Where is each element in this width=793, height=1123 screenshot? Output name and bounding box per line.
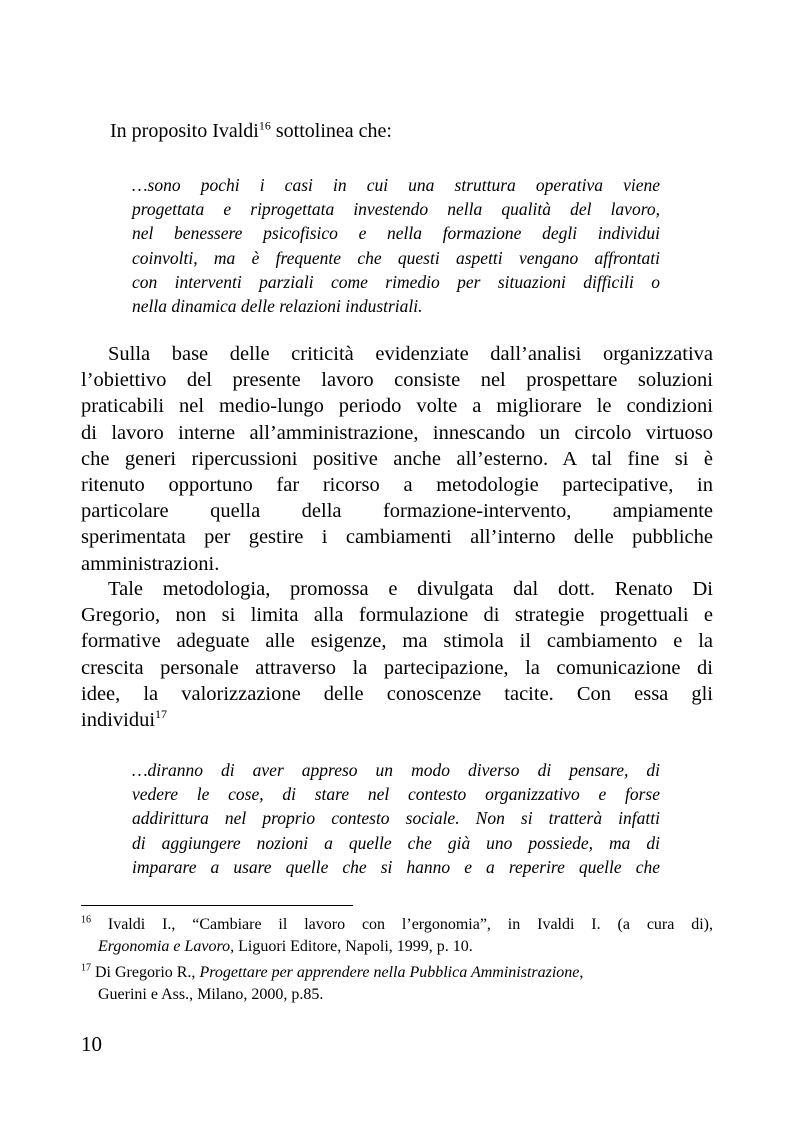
paragraph-line: ritenuto opportuno far ricorso a metodologie partecipative, in xyxy=(81,474,713,497)
paragraph-line: idee, la valorizzazione delle conoscenze tacite. Con essa gli xyxy=(81,682,713,705)
paragraph-line: Gregorio, non si limita alla formulazione di strategie progettuali e xyxy=(81,604,713,627)
paragraph-last-word: individui xyxy=(81,709,156,732)
paragraph-line: sperimentata per gestire i cambiamenti all’interno delle pubbliche xyxy=(81,526,713,549)
footnote-ref-17[interactable]: 17 xyxy=(155,707,168,722)
footnote-number: 16 xyxy=(81,914,91,926)
footnote-line xyxy=(81,914,713,936)
footnote-line xyxy=(81,936,713,958)
quote-line: addirittura nel proprio contesto sociale. Non si tratterà infatti xyxy=(132,808,660,829)
intro-text: In proposito Ivaldi xyxy=(110,120,259,142)
footnote-text: Di Gregorio R., xyxy=(91,964,200,981)
quote-line: nella dinamica delle relazioni industriali. xyxy=(132,296,423,317)
paragraph-line: particolare quella della formazione-intervento, ampiamente xyxy=(81,500,713,523)
quote-line: nel benessere psicofisico e nella formazione degli individui xyxy=(132,223,660,244)
quote-line: di aggiungere nozioni a quelle che già uno possiede, ma di xyxy=(132,832,660,853)
quote-line: vedere le cose, di stare nel contesto organizzativo e forse xyxy=(132,784,660,805)
paragraph-line: di lavoro interne all’amministrazione, innescando un circolo virtuoso xyxy=(81,421,713,444)
footnote-text: Ivaldi I., “Cambiare il lavoro con l’ergonomia”, in Ivaldi I. (a cura di), xyxy=(91,916,713,933)
paragraph-line: formative adeguate alle esigenze, ma stimola il cambiamento e la xyxy=(81,630,713,653)
block-quote-ivaldi xyxy=(132,173,660,318)
footnote-text: Liguori Editore, Napoli, 1999, p. 10. xyxy=(234,938,473,955)
paragraph-line: che generi ripercussioni positive anche all’esterno. A tal fine si è xyxy=(81,447,713,470)
footnote-17 xyxy=(81,962,713,1006)
footnote-number: 17 xyxy=(81,962,91,974)
block-quote-di-gregorio xyxy=(132,758,660,879)
paragraph-criticita xyxy=(81,341,713,577)
footnote-title: Ergonomia e Lavoro, xyxy=(98,938,235,955)
paragraph-line: l’obiettivo del presente lavoro consiste nel prospettare soluzioni xyxy=(81,369,713,392)
footnote-ref-16[interactable]: 16 xyxy=(258,118,271,133)
quote-line: coinvolti, ma è frequente che questi aspetti vengano affrontati xyxy=(132,247,660,268)
paragraph-line: praticabili nel medio-lungo periodo volte a migliorare le condizioni xyxy=(81,395,713,418)
paragraph-line: Tale metodologia, promossa e divulgata dal dott. Renato Di xyxy=(108,578,713,600)
footnote-text: , xyxy=(579,964,584,981)
footnote-separator xyxy=(81,905,353,906)
footnote-title: Progettare per apprendere nella Pubblica Amministrazione xyxy=(199,964,580,981)
quote-line: …diranno di aver appreso un modo diverso di pensare, di xyxy=(132,760,660,780)
quote-line: imparare a usare quelle che si hanno e a reperire quelle che xyxy=(132,856,660,877)
paragraph-line: Sulla base delle criticità evidenziate dall’analisi organizzativa xyxy=(108,343,713,365)
page-number: 10 xyxy=(81,1032,102,1056)
quote-line: progettata e riprogettata investendo nella qualità del lavoro, xyxy=(132,199,660,220)
footnote-line: Guerini e Ass., Milano, 2000, p.85. xyxy=(98,986,324,1003)
paragraph-line: crescita personale attraverso la partecipazione, la comunicazione di xyxy=(81,656,713,679)
paragraph-metodologia xyxy=(81,576,713,733)
footnote-line xyxy=(81,962,713,984)
intro-text-end: sottolinea che: xyxy=(270,120,392,142)
intro-sentence xyxy=(110,118,392,144)
quote-line: …sono pochi i casi in cui una struttura operativa viene xyxy=(132,175,660,195)
paragraph-line xyxy=(81,707,713,733)
footnote-16 xyxy=(81,914,713,958)
quote-line: con interventi parziali come rimedio per situazioni difficili o xyxy=(132,271,660,292)
paragraph-line: amministrazioni. xyxy=(81,552,220,575)
